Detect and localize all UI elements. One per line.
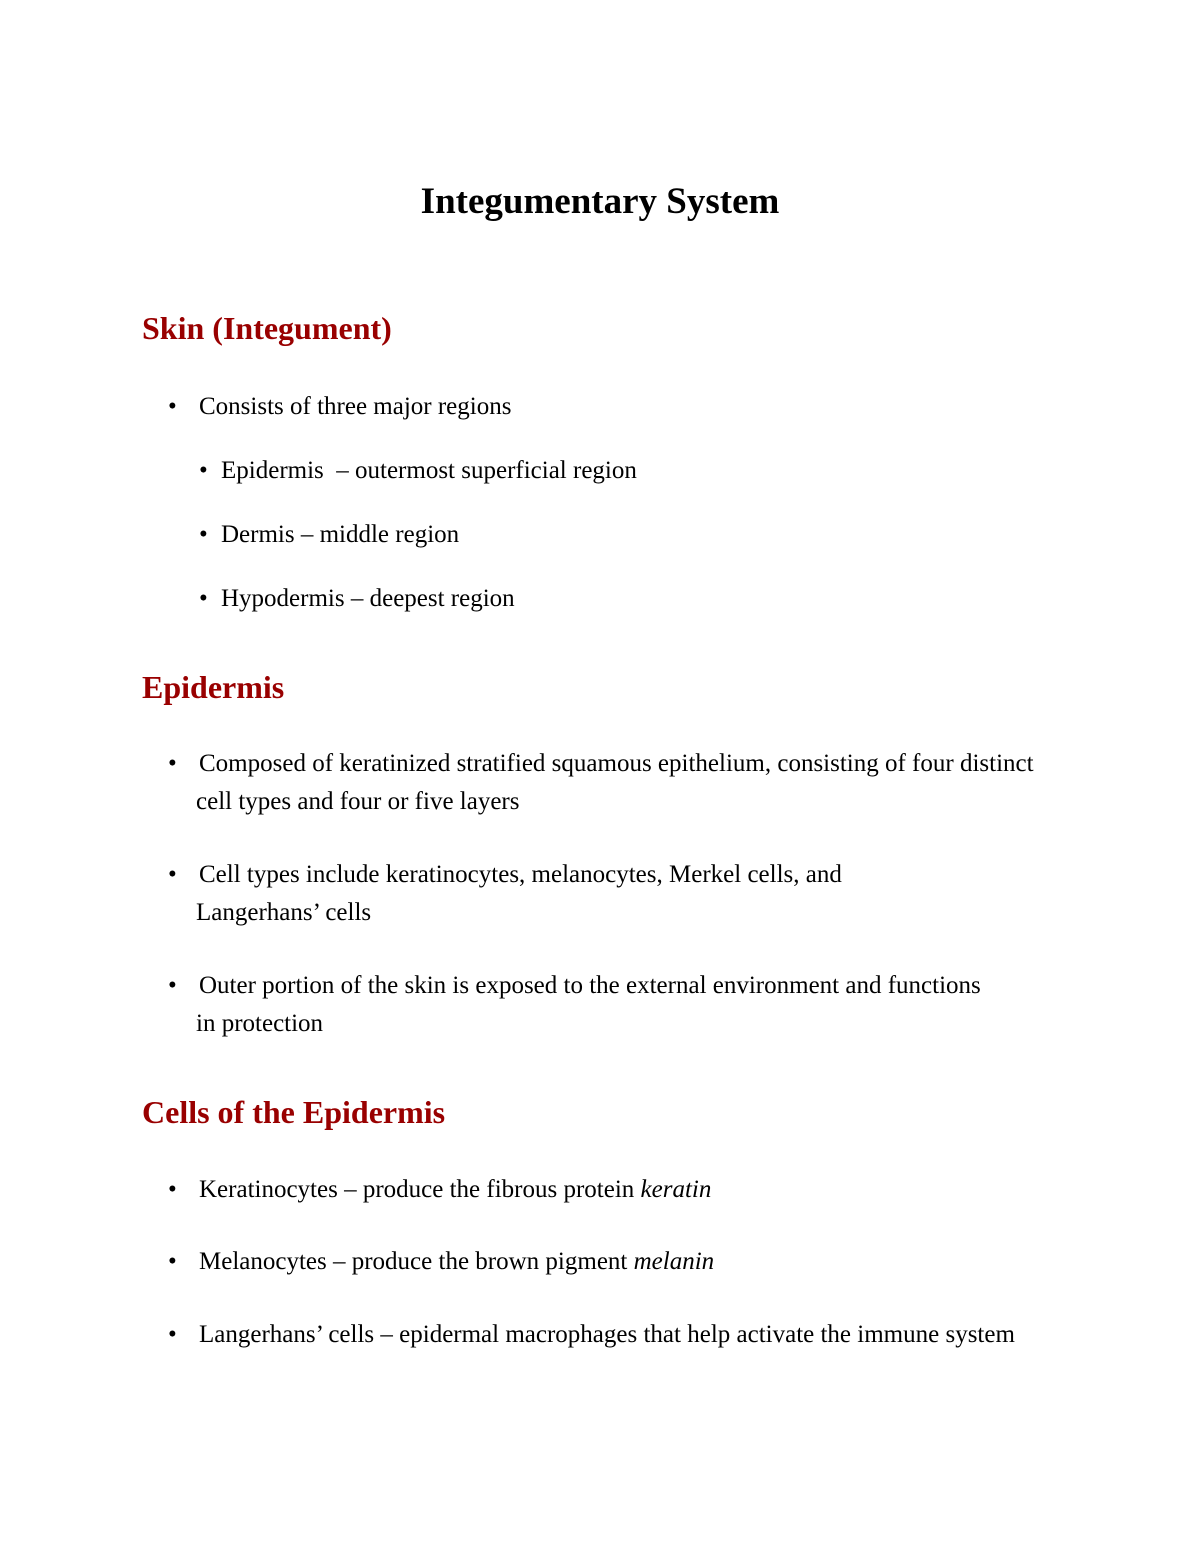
- bullet-icon: •: [168, 972, 177, 999]
- list-item: [168, 1316, 1068, 1354]
- bullet-icon: •: [168, 393, 177, 420]
- emphasis-term: keratin: [640, 1176, 712, 1203]
- list-item-text: [168, 1243, 1068, 1281]
- list-item-text: Hypodermis – deepest region: [221, 585, 515, 612]
- list-item-text: Epidermis – outermost superficial region: [221, 457, 637, 484]
- bullet-icon: •: [168, 1321, 177, 1348]
- document-title: Integumentary System: [420, 181, 780, 222]
- list-item-text: Composed of keratinized stratified squamous epithelium, consisting of four distinct cell types and four or five layers: [196, 750, 1034, 815]
- list-item-text: Outer portion of the skin is exposed to the external environment and functions in protection: [196, 972, 981, 1037]
- list-item: [199, 452, 1059, 490]
- list-item: [168, 1243, 1068, 1281]
- bullet-icon: •: [199, 585, 208, 612]
- list-item-text: Cell types include keratinocytes, melanocytes, Merkel cells, and Langerhans’ cells: [196, 861, 842, 926]
- list-item-text: Dermis – middle region: [221, 521, 460, 548]
- list-item-plain: Melanocytes – produce the brown pigment: [199, 1248, 634, 1275]
- list-item: [168, 856, 1068, 932]
- bullet-icon: •: [168, 1176, 177, 1203]
- bullet-icon: •: [168, 750, 177, 777]
- list-item: [168, 967, 1068, 1043]
- bullet-icon: •: [199, 521, 208, 548]
- bullet-icon: •: [168, 1248, 177, 1275]
- bullet-icon: •: [199, 457, 208, 484]
- list-item: [168, 745, 1068, 821]
- list-item: [199, 516, 1059, 554]
- list-item: [199, 580, 1059, 618]
- section-heading-skin: Skin (Integument): [142, 310, 392, 346]
- list-item: [168, 388, 1068, 426]
- section-heading-epidermis: Epidermis: [142, 669, 285, 705]
- emphasis-term: melanin: [633, 1248, 715, 1275]
- list-item: [168, 1171, 1068, 1209]
- list-item-text: Consists of three major regions: [199, 393, 512, 420]
- list-item-text: [168, 1171, 1068, 1209]
- section-heading-cells-of-epidermis: Cells of the Epidermis: [142, 1094, 446, 1130]
- list-item-text: Langerhans’ cells – epidermal macrophages that help activate the immune system: [199, 1321, 1015, 1348]
- bullet-icon: •: [168, 861, 177, 888]
- list-item-plain: Keratinocytes – produce the fibrous protein: [199, 1176, 641, 1203]
